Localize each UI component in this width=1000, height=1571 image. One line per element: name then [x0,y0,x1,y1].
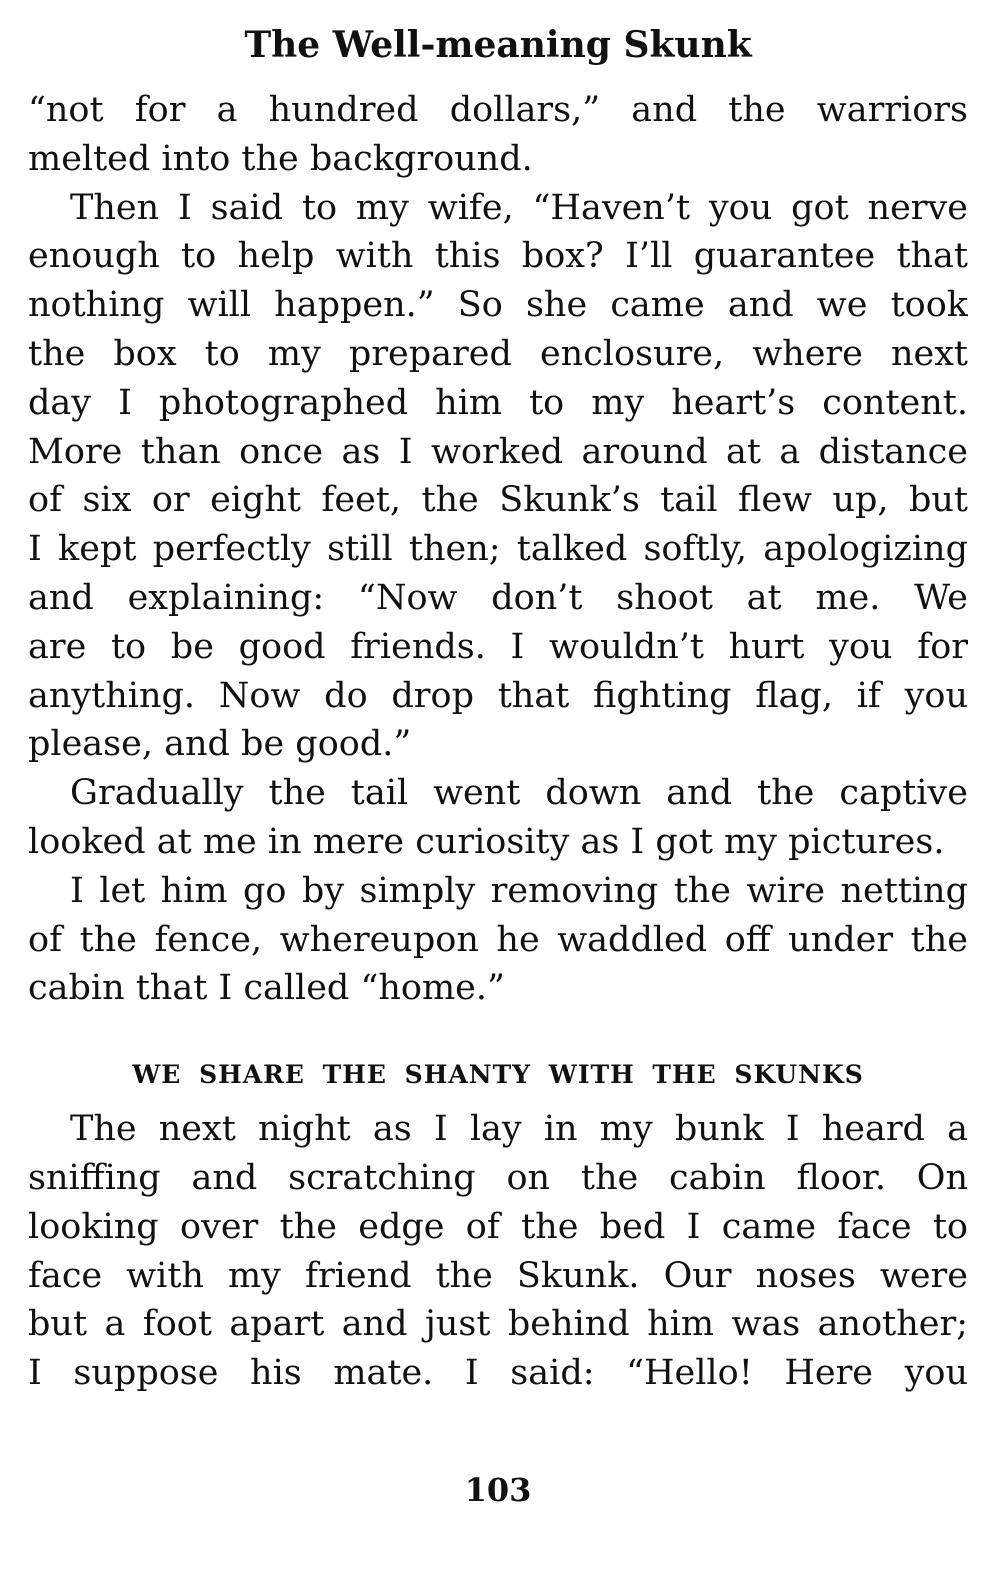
text-line: Gradually the tail went down and the captive [70,773,968,814]
paragraph [28,769,968,867]
text-line: cabin that I called “home.” [28,968,505,1009]
text-line: I let him go by simply removing the wire netting [70,870,968,911]
paragraph [28,86,968,184]
paragraph [28,867,968,1013]
text-line: nothing will happen.” So she came and we took [28,285,968,326]
text-line: Then I said to my wife, “Haven’t you got nerve [70,187,968,228]
paragraph [28,184,968,770]
text-line: of the fence, whereupon he waddled off under the [28,919,968,960]
text-line: sniffing and scratching on the cabin floor. On [28,1157,968,1198]
section-heading: WE SHARE THE SHANTY WITH THE SKUNKS [132,1060,864,1090]
text-line: anything. Now do drop that fighting flag, if you [28,675,968,716]
text-line: looking over the edge of the bed I came face to [28,1206,968,1247]
page-number: 103 [464,1471,532,1509]
text-line: but a foot apart and just behind him was another; [28,1304,968,1345]
text-line: enough to help with this box? I’ll guarantee that [28,236,968,277]
section-text [28,1105,968,1398]
section-gap [28,1013,968,1053]
book-page [28,22,968,1552]
text-line: the box to my prepared enclosure, where next [28,333,968,374]
text-line: “not for a hundred dollars,” and the warriors [28,90,968,130]
text-line: melted into the background. [28,138,533,179]
text-line: looked at me in mere curiosity as I got my pictures. [28,821,945,862]
text-line: face with my friend the Skunk. Our noses were [28,1255,968,1296]
text-line: are to be good friends. I wouldn’t hurt you for [28,626,968,667]
text-line: The next night as I lay in my bunk I heard a [70,1109,968,1150]
text-line: and explaining: “Now don’t shoot at me. We [28,577,968,618]
running-head: The Well-meaning Skunk [244,24,752,66]
text-line: please, and be good.” [28,724,412,765]
text-line: I kept perfectly still then; talked softly, apologizing [28,529,968,570]
paragraph [28,1105,968,1398]
text-line: I suppose his mate. I said: “Hello! Here you [28,1353,968,1394]
text-line: day I photographed him to my heart’s content. [28,382,968,423]
text-line: of six or eight feet, the Skunk’s tail flew up, but [28,480,968,521]
body-text [28,86,968,1013]
text-line: More than once as I worked around at a distance [28,431,968,472]
